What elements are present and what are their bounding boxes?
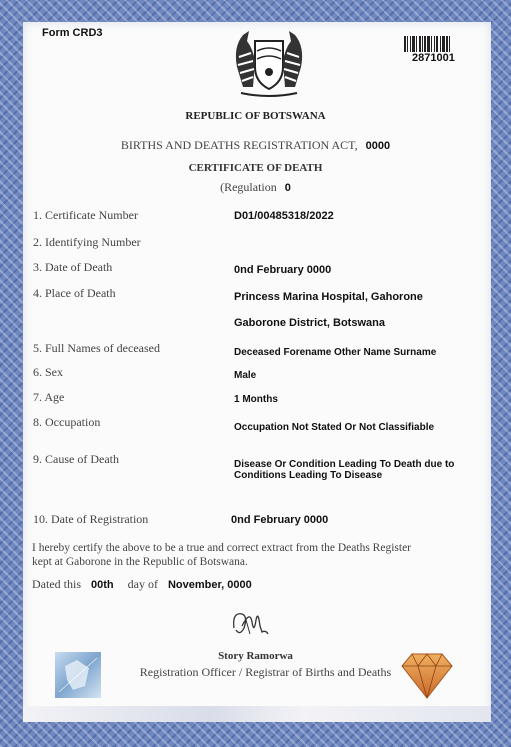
signatory-name: Story Ramorwa [218,650,293,662]
field-value-sex: Male [234,370,257,381]
field-label-sex: 6. Sex [33,365,63,379]
field-value-cause-of-death: Disease Or Condition Leading To Death due to [234,459,455,470]
certificate-title: CERTIFICATE OF DEATH [188,162,323,174]
dated-line [32,575,252,593]
field-value-date-of-death: 0nd February 0000 [234,264,332,276]
dated-prefix: Dated this [32,577,81,591]
signatory-title: Registration Officer / Registrar of Births and Deaths [139,665,392,679]
form-code: Form CRD3 [42,27,103,39]
field-label-date-of-registration: 10. Date of Registration [33,512,149,526]
act-name: BIRTHS AND DEATHS REGISTRATION ACT, [120,138,358,152]
dated-day: 00th [91,579,114,591]
act-year: 0000 [365,140,391,152]
diamond-icon [400,650,454,700]
field-value-full-names: Deceased Forename Other Name Surname [234,347,437,358]
field-label-identifying-number: 2. Identifying Number [33,235,141,249]
barcode-icon [404,36,468,52]
regulation-label: (Regulation [220,180,277,194]
regulation-number: 0 [284,182,291,194]
republic-title: REPUBLIC OF BOTSWANA [185,110,326,122]
coat-of-arms-icon [223,27,315,99]
field-label-age: 7. Age [33,390,65,404]
field-value-place-of-death-district: Gaborone District, Botswana [234,317,385,329]
field-label-full-names: 5. Full Names of deceased [33,341,160,355]
field-label-date-of-death: 3. Date of Death [33,260,113,274]
field-value-place-of-death: Princess Marina Hospital, Gahorone [234,291,423,303]
regulation-line [0,178,511,196]
field-value-age: 1 Months [234,394,278,405]
field-value-cause-of-death-line2: Conditions Leading To Disease [234,470,383,481]
field-value-occupation: Occupation Not Stated Or Not Classifiable [234,422,435,433]
field-label-occupation: 8. Occupation [33,415,101,429]
field-label-certificate-number: 1. Certificate Number [33,208,138,222]
bottom-security-strip [23,706,491,722]
signature-icon [228,606,272,640]
serial-number: 2871001 [412,52,455,64]
act-line [0,136,511,154]
certification-line-2: kept at Gaborone in the Republic of Botswana. [32,556,248,568]
dated-month-year: November, 0000 [167,579,252,591]
field-value-date-of-registration: 0nd February 0000 [231,514,329,526]
field-label-place-of-death: 4. Place of Death [33,286,116,300]
field-label-cause-of-death: 9. Cause of Death [33,452,119,466]
hologram-icon [55,652,101,698]
certification-line-1: I hereby certify the above to be a true and correct extract from the Deaths Register [32,542,412,554]
field-value-certificate-number: D01/00485318/2022 [234,210,334,222]
dated-day-of: day of [127,577,158,591]
